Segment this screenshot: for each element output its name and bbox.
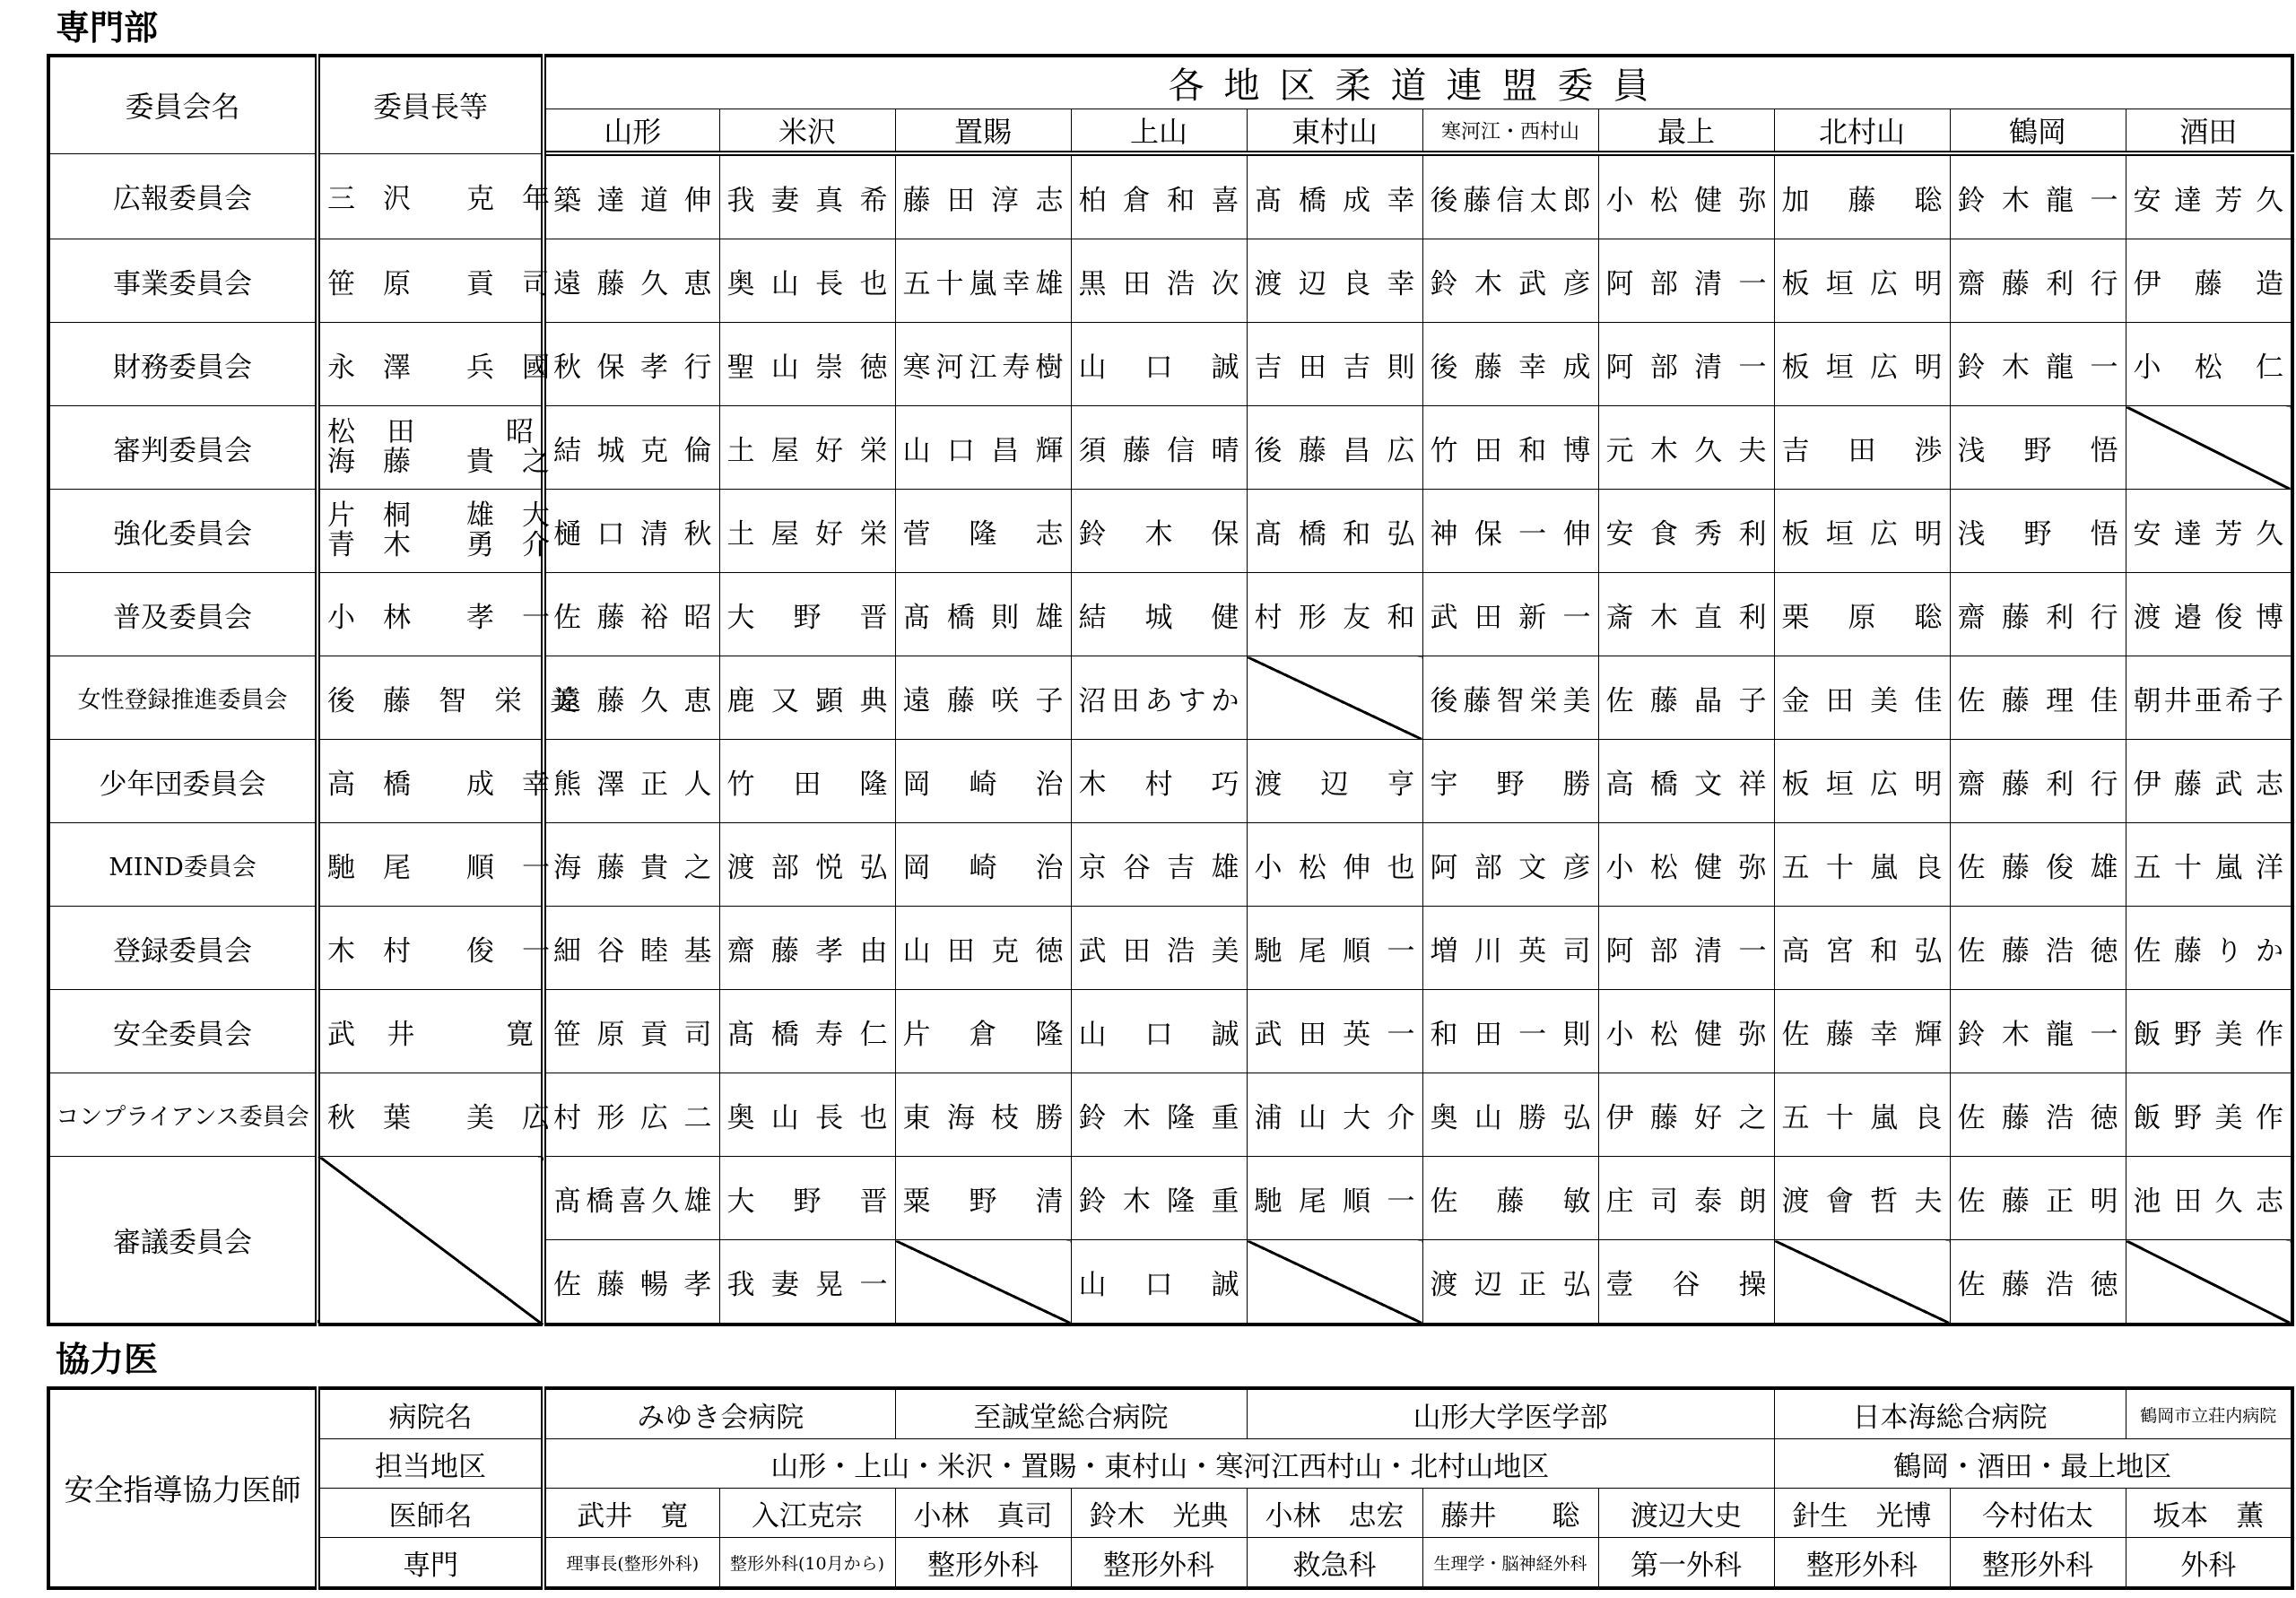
member-cell: 朝井亜希子	[2126, 656, 2292, 740]
chair-cell: 小 林 孝 一	[317, 573, 544, 656]
member-cell: 築 達 道 伸	[544, 153, 719, 239]
committee-row	[48, 1073, 2292, 1157]
district-header: 酒田	[2126, 109, 2292, 154]
doctor-specialty: 整形外科	[1071, 1538, 1247, 1589]
chair-cell: 木 村 俊 一	[317, 907, 544, 990]
member-cell: 武 田 英 一	[1247, 990, 1422, 1073]
member-cell: 渡 辺 良 幸	[1247, 239, 1422, 323]
header-committee: 委員会名	[48, 56, 317, 153]
doctor-name: 入江克宗	[719, 1489, 895, 1538]
member-cell: 飯 野 美 作	[2126, 1073, 2292, 1157]
member-cell: 阿 部 清 一	[1598, 907, 1774, 990]
committee-table	[47, 54, 2294, 1326]
committee-name: 強化委員会	[48, 490, 317, 573]
member-cell: 五十嵐幸雄	[895, 239, 1071, 323]
member-cell: 齋 藤 利 行	[1950, 239, 2126, 323]
committee-name: 審議委員会	[48, 1157, 317, 1325]
member-cell: 吉 田 吉 則	[1247, 323, 1422, 406]
member-cell: 柏 倉 和 喜	[1071, 153, 1247, 239]
member-cell: 庄 司 泰 朗	[1598, 1157, 1774, 1240]
hospital-cell: 至誠堂総合病院	[895, 1388, 1247, 1439]
member-cell: 増 川 英 司	[1422, 907, 1598, 990]
district-header: 東村山	[1247, 109, 1422, 154]
member-cell: 和 田 一 則	[1422, 990, 1598, 1073]
member-cell: 渡 會 哲 夫	[1774, 1157, 1950, 1240]
member-cell: 渡 辺 正 弘	[1422, 1240, 1598, 1325]
committee-row	[48, 990, 2292, 1073]
member-cell: 遠 藤 久 恵	[544, 656, 719, 740]
district-cell: 山形・上山・米沢・置賜・東村山・寒河江西村山・北村山地区	[544, 1439, 1774, 1489]
member-cell: 阿 部 文 彦	[1422, 823, 1598, 907]
member-cell: 我 妻 真 希	[719, 153, 895, 239]
member-cell	[2126, 406, 2292, 490]
member-cell: 吉 田 渉	[1774, 406, 1950, 490]
member-cell: 鈴 木 隆 重	[1071, 1157, 1247, 1240]
committee-name: 普及委員会	[48, 573, 317, 656]
committee-row	[48, 323, 2292, 406]
member-cell: 遠 藤 咲 子	[895, 656, 1071, 740]
chair-cell: 武 井 寛	[317, 990, 544, 1073]
doctor-name: 今村佑太	[1950, 1489, 2126, 1538]
member-cell: 小 松 伸 也	[1247, 823, 1422, 907]
committee-name: コンプライアンス委員会	[48, 1073, 317, 1157]
member-cell: 加 藤 聡	[1774, 153, 1950, 239]
member-cell: 佐 藤 幸 輝	[1774, 990, 1950, 1073]
member-cell: 海 藤 貴 之	[544, 823, 719, 907]
member-cell: 土 屋 好 栄	[719, 406, 895, 490]
member-cell: 岡 崎 治	[895, 740, 1071, 823]
member-cell: 馳 尾 順 一	[1247, 1157, 1422, 1240]
committee-row	[48, 907, 2292, 990]
member-cell: 沼田あすか	[1071, 656, 1247, 740]
doctor-specialty: 生理学・脳神経外科	[1422, 1538, 1598, 1589]
chair-name: 海 藤 貴 之	[327, 446, 550, 478]
member-cell: 木 村 巧	[1071, 740, 1247, 823]
section-title-kyoryokui: 協力医	[56, 1339, 159, 1379]
chair-name: 片 桐 雄 大	[327, 499, 550, 533]
doctor-name: 坂本 薫	[2126, 1489, 2292, 1538]
doctor-name: 藤井 聡	[1422, 1489, 1598, 1538]
chair-cell	[317, 406, 550, 490]
member-cell	[1247, 656, 1422, 740]
member-cell: 伊 藤 造	[2126, 239, 2292, 323]
committee-name: 事業委員会	[48, 239, 317, 323]
member-cell: 高 宮 和 弘	[1774, 907, 1950, 990]
member-cell: 鈴 木 保	[1071, 490, 1247, 573]
member-cell: 鈴 木 隆 重	[1071, 1073, 1247, 1157]
member-cell: 聖 山 崇 徳	[719, 323, 895, 406]
doctor-specialty: 整形外科	[1950, 1538, 2126, 1589]
doctor-name: 渡辺大史	[1598, 1489, 1774, 1538]
member-cell: 鈴 木 武 彦	[1422, 239, 1598, 323]
member-cell: 片 倉 隆	[895, 990, 1071, 1073]
committee-row	[48, 239, 2292, 323]
member-cell: 後 藤 幸 成	[1422, 323, 1598, 406]
doctor-specialty: 外科	[2126, 1538, 2292, 1589]
member-cell: 壹 谷 操	[1598, 1240, 1774, 1325]
member-cell: 村 形 友 和	[1247, 573, 1422, 656]
member-cell: 山 口 昌 輝	[895, 406, 1071, 490]
committee-row	[48, 656, 2292, 740]
district-header: 置賜	[895, 109, 1071, 154]
member-cell: 浅 野 悟	[1950, 490, 2126, 573]
doctor-specialty: 整形外科	[895, 1538, 1071, 1589]
member-cell	[1774, 1240, 1950, 1325]
member-cell	[1247, 1240, 1422, 1325]
member-cell: 斎 木 直 利	[1598, 573, 1774, 656]
chair-cell: 三 沢 克 年	[317, 153, 544, 239]
member-cell: 浦 山 大 介	[1247, 1073, 1422, 1157]
member-cell: 浅 野 悟	[1950, 406, 2126, 490]
member-cell: 小 松 健 弥	[1598, 153, 1774, 239]
hospital-cell: みゆき会病院	[544, 1388, 895, 1439]
member-cell: 小 松 健 弥	[1598, 990, 1774, 1073]
member-cell: 五 十 嵐 良	[1774, 823, 1950, 907]
chair-cell	[317, 490, 550, 573]
district-header: 北村山	[1774, 109, 1950, 154]
member-cell: 鈴 木 龍 一	[1950, 990, 2126, 1073]
member-cell: 奥 山 長 也	[719, 239, 895, 323]
member-cell: 大 野 晋	[719, 573, 895, 656]
member-cell: 熊 澤 正 人	[544, 740, 719, 823]
member-cell: 細 谷 睦 基	[544, 907, 719, 990]
committee-row	[48, 153, 2292, 239]
member-cell: 山 口 誠	[1071, 990, 1247, 1073]
header-group: 各地区柔道連盟委員	[544, 56, 2292, 109]
committee-name: MIND委員会	[48, 823, 317, 907]
member-cell: 元 木 久 夫	[1598, 406, 1774, 490]
member-cell: 山 田 克 徳	[895, 907, 1071, 990]
committee-row	[48, 740, 2292, 823]
member-cell: 佐 藤 俊 雄	[1950, 823, 2126, 907]
committee-row	[48, 406, 2292, 490]
member-cell: 五 十 嵐 良	[1774, 1073, 1950, 1157]
member-cell: 結 城 克 倫	[544, 406, 719, 490]
member-cell: 菅 隆 志	[895, 490, 1071, 573]
hospital-cell: 鶴岡市立荘内病院	[2126, 1388, 2292, 1439]
member-cell: 安 食 秀 利	[1598, 490, 1774, 573]
member-cell: 後藤智栄美	[1422, 656, 1598, 740]
member-cell: 佐 藤 暢 孝	[544, 1240, 719, 1325]
member-cell: 佐 藤 り か	[2126, 907, 2292, 990]
committee-name: 財務委員会	[48, 323, 317, 406]
member-cell: 渡 辺 亨	[1247, 740, 1422, 823]
chair-cell: 馳 尾 順 一	[317, 823, 544, 907]
member-cell: 粟 野 清	[895, 1157, 1071, 1240]
member-cell: 武 田 新 一	[1422, 573, 1598, 656]
doctor-table	[47, 1386, 2294, 1590]
chair-name: 松 田 昭	[327, 416, 534, 449]
member-cell: 阿 部 清 一	[1598, 323, 1774, 406]
member-cell: 安 達 芳 久	[2126, 153, 2292, 239]
member-cell: 我 妻 晃 一	[719, 1240, 895, 1325]
member-cell: 栗 原 聡	[1774, 573, 1950, 656]
member-cell: 齋 藤 利 行	[1950, 740, 2126, 823]
member-cell: 武 田 浩 美	[1071, 907, 1247, 990]
member-cell: 馳 尾 順 一	[1247, 907, 1422, 990]
member-cell: 伊 藤 好 之	[1598, 1073, 1774, 1157]
label-doctor: 医師名	[317, 1489, 544, 1538]
committee-name: 審判委員会	[48, 406, 317, 490]
doctor-name: 小林 真司	[895, 1489, 1071, 1538]
committee-name: 登録委員会	[48, 907, 317, 990]
header-chair: 委員長等	[317, 56, 544, 153]
member-cell: 板 垣 広 明	[1774, 323, 1950, 406]
doctor-specialty: 整形外科(10月から)	[719, 1538, 895, 1589]
district-header: 寒河江・西村山	[1422, 109, 1598, 154]
member-cell: 笹 原 貢 司	[544, 990, 719, 1073]
doctor-section-title: 安全指導協力医師	[48, 1388, 317, 1588]
member-cell: 藤 田 淳 志	[895, 153, 1071, 239]
member-cell: 飯 野 美 作	[2126, 990, 2292, 1073]
district-header: 米沢	[719, 109, 895, 154]
member-cell: 高 橋 文 祥	[1598, 740, 1774, 823]
member-cell: 佐 藤 理 佳	[1950, 656, 2126, 740]
committee-name: 少年団委員会	[48, 740, 317, 823]
chair-cell: 高 橋 成 幸	[317, 740, 544, 823]
member-cell: 佐 藤 浩 徳	[1950, 1240, 2126, 1325]
member-cell: 奥 山 勝 弘	[1422, 1073, 1598, 1157]
member-cell: 板 垣 広 明	[1774, 239, 1950, 323]
member-cell: 髙橋喜久雄	[544, 1157, 719, 1240]
member-cell: 板 垣 広 明	[1774, 740, 1950, 823]
member-cell: 小 松 仁	[2126, 323, 2292, 406]
doctor-name: 針生 光博	[1774, 1489, 1950, 1538]
committee-name: 女性登録推進委員会	[48, 656, 317, 740]
section-title-senmonbu: 専門部	[56, 7, 159, 48]
member-cell: 鹿 又 顕 典	[719, 656, 895, 740]
member-cell: 遠 藤 久 恵	[544, 239, 719, 323]
member-cell: 髙 橋 寿 仁	[719, 990, 895, 1073]
member-cell	[895, 1240, 1071, 1325]
member-cell: 鈴 木 龍 一	[1950, 153, 2126, 239]
member-cell: 京 谷 吉 雄	[1071, 823, 1247, 907]
doctor-specialty: 理事長(整形外科)	[544, 1538, 719, 1589]
chair-cell: 永 澤 兵 國	[317, 323, 544, 406]
member-cell: 佐 藤 晶 子	[1598, 656, 1774, 740]
member-cell: 渡 邉 俊 博	[2126, 573, 2292, 656]
member-cell: 樋 口 清 秋	[544, 490, 719, 573]
label-district: 担当地区	[317, 1439, 544, 1489]
member-cell: 伊 藤 武 志	[2126, 740, 2292, 823]
committee-name: 安全委員会	[48, 990, 317, 1073]
member-cell: 安 達 芳 久	[2126, 490, 2292, 573]
member-cell: 竹 田 隆	[719, 740, 895, 823]
member-cell: 山 口 誠	[1071, 1240, 1247, 1325]
member-cell: 秋 保 孝 行	[544, 323, 719, 406]
member-cell: 佐 藤 浩 徳	[1950, 907, 2126, 990]
member-cell: 山 口 誠	[1071, 323, 1247, 406]
member-cell: 奥 山 長 也	[719, 1073, 895, 1157]
district-cell: 鶴岡・酒田・最上地区	[1774, 1439, 2292, 1489]
member-cell: 後藤信太郎	[1422, 153, 1598, 239]
district-header: 鶴岡	[1950, 109, 2126, 154]
member-cell: 齋 藤 孝 由	[719, 907, 895, 990]
member-cell: 岡 崎 治	[895, 823, 1071, 907]
member-cell: 髙 橋 和 弘	[1247, 490, 1422, 573]
doctor-name: 小林 忠宏	[1247, 1489, 1422, 1538]
hospital-cell: 山形大学医学部	[1247, 1388, 1774, 1439]
member-cell: 結 城 健	[1071, 573, 1247, 656]
district-header: 最上	[1598, 109, 1774, 154]
doctor-name: 鈴木 光典	[1071, 1489, 1247, 1538]
chair-name: 青 木 勇 介	[327, 529, 550, 561]
member-cell: 佐 藤 正 明	[1950, 1157, 2126, 1240]
member-cell: 池 田 久 志	[2126, 1157, 2292, 1240]
committee-name: 広報委員会	[48, 153, 317, 239]
member-cell: 村 形 広 二	[544, 1073, 719, 1157]
member-cell: 阿 部 清 一	[1598, 239, 1774, 323]
member-cell: 東 海 枝 勝	[895, 1073, 1071, 1157]
member-cell: 金 田 美 佳	[1774, 656, 1950, 740]
member-cell: 小 松 健 弥	[1598, 823, 1774, 907]
label-hospital: 病院名	[317, 1388, 544, 1439]
member-cell: 土 屋 好 栄	[719, 490, 895, 573]
doctor-specialty: 整形外科	[1774, 1538, 1950, 1589]
member-cell: 佐 藤 浩 徳	[1950, 1073, 2126, 1157]
chair-cell-empty	[317, 1157, 544, 1325]
member-cell: 竹 田 和 博	[1422, 406, 1598, 490]
hospital-cell: 日本海総合病院	[1774, 1388, 2126, 1439]
chair-cell: 笹 原 貢 司	[317, 239, 544, 323]
member-cell: 髙 橋 則 雄	[895, 573, 1071, 656]
chair-cell: 後 藤 智 栄 美	[317, 656, 544, 740]
member-cell: 五 十 嵐 洋	[2126, 823, 2292, 907]
member-cell	[2126, 1240, 2292, 1325]
member-cell: 佐 藤 裕 昭	[544, 573, 719, 656]
member-cell: 鈴 木 龍 一	[1950, 323, 2126, 406]
member-cell: 渡 部 悦 弘	[719, 823, 895, 907]
member-cell: 須 藤 信 晴	[1071, 406, 1247, 490]
member-cell: 寒河江寿樹	[895, 323, 1071, 406]
member-cell: 佐 藤 敏	[1422, 1157, 1598, 1240]
committee-row	[48, 490, 2292, 573]
member-cell: 宇 野 勝	[1422, 740, 1598, 823]
label-specialty: 専門	[317, 1538, 544, 1589]
member-cell: 大 野 晋	[719, 1157, 895, 1240]
member-cell: 後 藤 昌 広	[1247, 406, 1422, 490]
district-header: 上山	[1071, 109, 1247, 154]
member-cell: 髙 橋 成 幸	[1247, 153, 1422, 239]
committee-row	[48, 573, 2292, 656]
committee-row	[48, 823, 2292, 907]
doctor-name: 武井 寛	[544, 1489, 719, 1538]
member-cell: 板 垣 広 明	[1774, 490, 1950, 573]
member-cell: 齋 藤 利 行	[1950, 573, 2126, 656]
doctor-specialty: 第一外科	[1598, 1538, 1774, 1589]
member-cell: 神 保 一 伸	[1422, 490, 1598, 573]
shingi-row	[48, 1157, 2292, 1240]
doctor-specialty: 救急科	[1247, 1538, 1422, 1589]
member-cell: 黒 田 浩 次	[1071, 239, 1247, 323]
district-header: 山形	[544, 109, 719, 154]
chair-cell: 秋 葉 美 広	[317, 1073, 544, 1157]
